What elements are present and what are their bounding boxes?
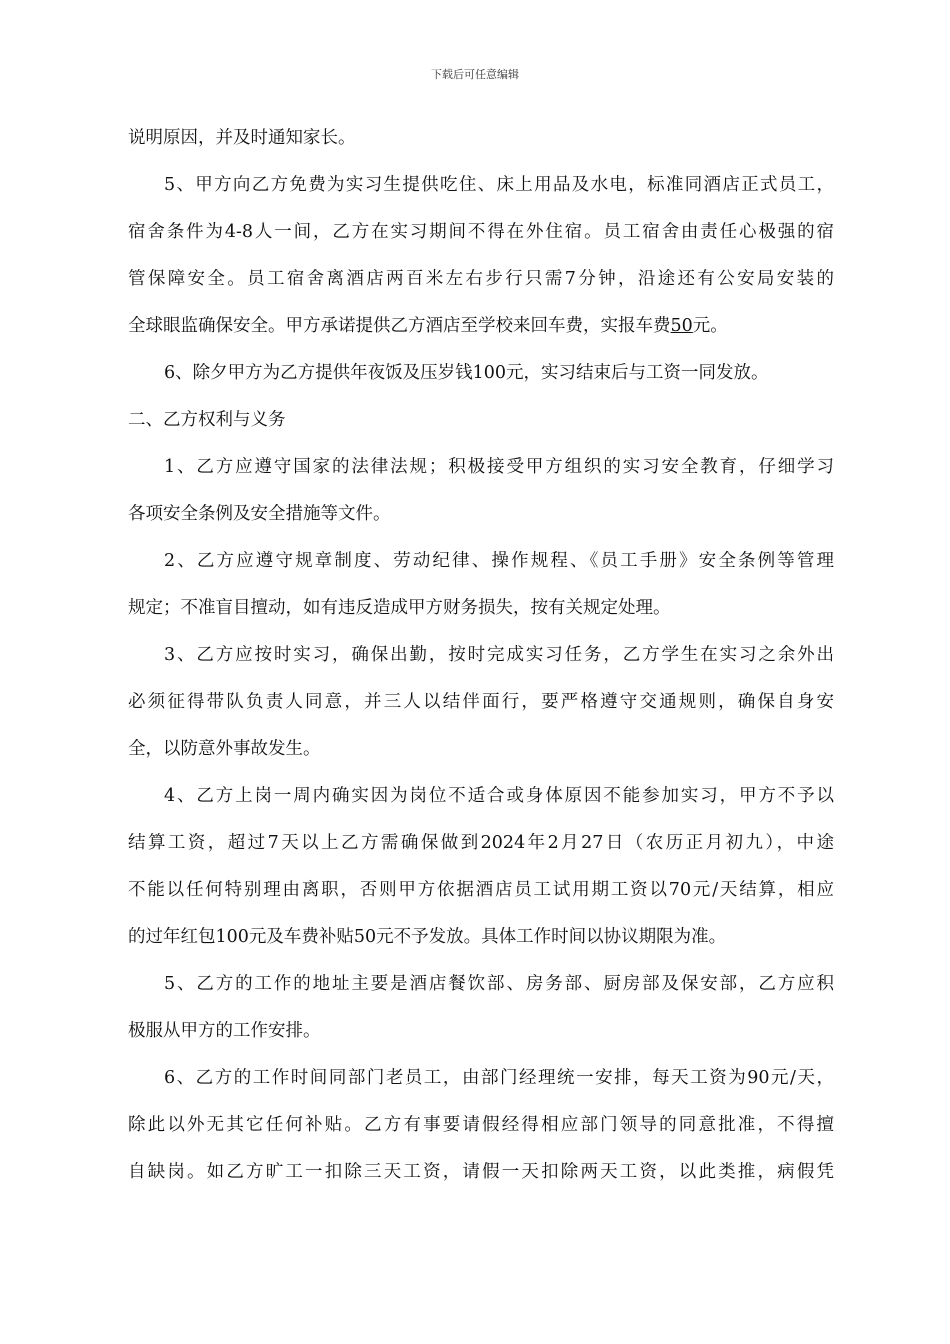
text-line xyxy=(128,823,834,870)
text-line-content: 宿舍条件为4-8人一间，乙方在实习期间不得在外住宿。员工宿舍由责任心极强的宿 xyxy=(128,222,834,242)
text-line xyxy=(128,917,834,964)
text-line-content: 2、乙方应遵守规章制度、劳动纪律、操作规程、《员工手册》安全条例等管理 xyxy=(164,551,834,571)
text-line-content: 不能以任何特别理由离职，否则甲方依据酒店员工试用期工资以70元/天结算，相应 xyxy=(128,880,834,900)
text-line-suffix: 元。 xyxy=(692,316,728,336)
underlined-amount: 50 xyxy=(670,316,693,336)
text-line-content: 管保障安全。员工宿舍离酒店两百米左右步行只需7分钟，沿途还有公安局安装的 xyxy=(128,269,834,289)
text-line xyxy=(128,541,834,588)
text-line xyxy=(128,1105,834,1152)
text-line xyxy=(128,776,834,823)
text-line xyxy=(128,259,834,306)
text-line xyxy=(128,1058,834,1105)
text-line-content: 5、乙方的工作的地址主要是酒店餐饮部、房务部、厨房部及保安部，乙方应积 xyxy=(164,974,834,994)
text-line xyxy=(128,353,834,400)
page-header-note: 下载后可任意编辑 xyxy=(431,68,519,81)
document-body xyxy=(128,118,834,1199)
text-line xyxy=(128,1152,834,1199)
text-line xyxy=(128,306,834,353)
text-line-content: 全，以防意外事故发生。 xyxy=(128,739,321,759)
text-line-content: 说明原因，并及时通知家长。 xyxy=(128,128,356,148)
text-line xyxy=(128,1011,834,1058)
text-line-content: 的过年红包100元及车费补贴50元不予发放。具体工作时间以协议期限为准。 xyxy=(128,927,727,947)
text-line xyxy=(128,635,834,682)
text-line-content: 各项安全条例及安全措施等文件。 xyxy=(128,504,391,524)
text-line xyxy=(128,588,834,635)
text-line xyxy=(128,212,834,259)
text-line xyxy=(128,447,834,494)
text-line xyxy=(128,870,834,917)
text-line-content: 二、乙方权利与义务 xyxy=(128,410,286,430)
text-line-content: 极服从甲方的工作安排。 xyxy=(128,1021,321,1041)
text-line xyxy=(128,729,834,776)
text-line-content: 1、乙方应遵守国家的法律法规；积极接受甲方组织的实习安全教育，仔细学习 xyxy=(164,457,834,477)
text-line-content: 全球眼监确保安全。甲方承诺提供乙方酒店至学校来回车费，实报车费 xyxy=(128,316,671,336)
text-line xyxy=(128,400,834,447)
text-line-content: 4、乙方上岗一周内确实因为岗位不适合或身体原因不能参加实习，甲方不予以 xyxy=(164,786,834,806)
text-line-content: 自缺岗。如乙方旷工一扣除三天工资，请假一天扣除两天工资，以此类推，病假凭 xyxy=(128,1162,834,1182)
text-line xyxy=(128,165,834,212)
text-line-content: 6、除夕甲方为乙方提供年夜饭及压岁钱100元，实习结束后与工资一同发放。 xyxy=(164,363,769,383)
text-line xyxy=(128,118,834,165)
text-line-content: 5、甲方向乙方免费为实习生提供吃住、床上用品及水电，标准同酒店正式员工， xyxy=(164,175,834,195)
text-line-content: 除此以外无其它任何补贴。乙方有事要请假经得相应部门领导的同意批准，不得擅 xyxy=(128,1115,834,1135)
text-line xyxy=(128,964,834,1011)
text-line xyxy=(128,682,834,729)
text-line xyxy=(128,494,834,541)
text-line-content: 6、乙方的工作时间同部门老员工，由部门经理统一安排，每天工资为90元/天， xyxy=(164,1068,834,1088)
text-line-content: 结算工资，超过7天以上乙方需确保做到2024年2月27日（农历正月初九），中途 xyxy=(128,833,834,853)
text-line-content: 必须征得带队负责人同意，并三人以结伴面行，要严格遵守交通规则，确保自身安 xyxy=(128,692,834,712)
text-line-content: 规定；不准盲目擅动，如有违反造成甲方财务损失，按有关规定处理。 xyxy=(128,598,671,618)
text-line-content: 3、乙方应按时实习，确保出勤，按时完成实习任务，乙方学生在实习之余外出 xyxy=(164,645,834,665)
